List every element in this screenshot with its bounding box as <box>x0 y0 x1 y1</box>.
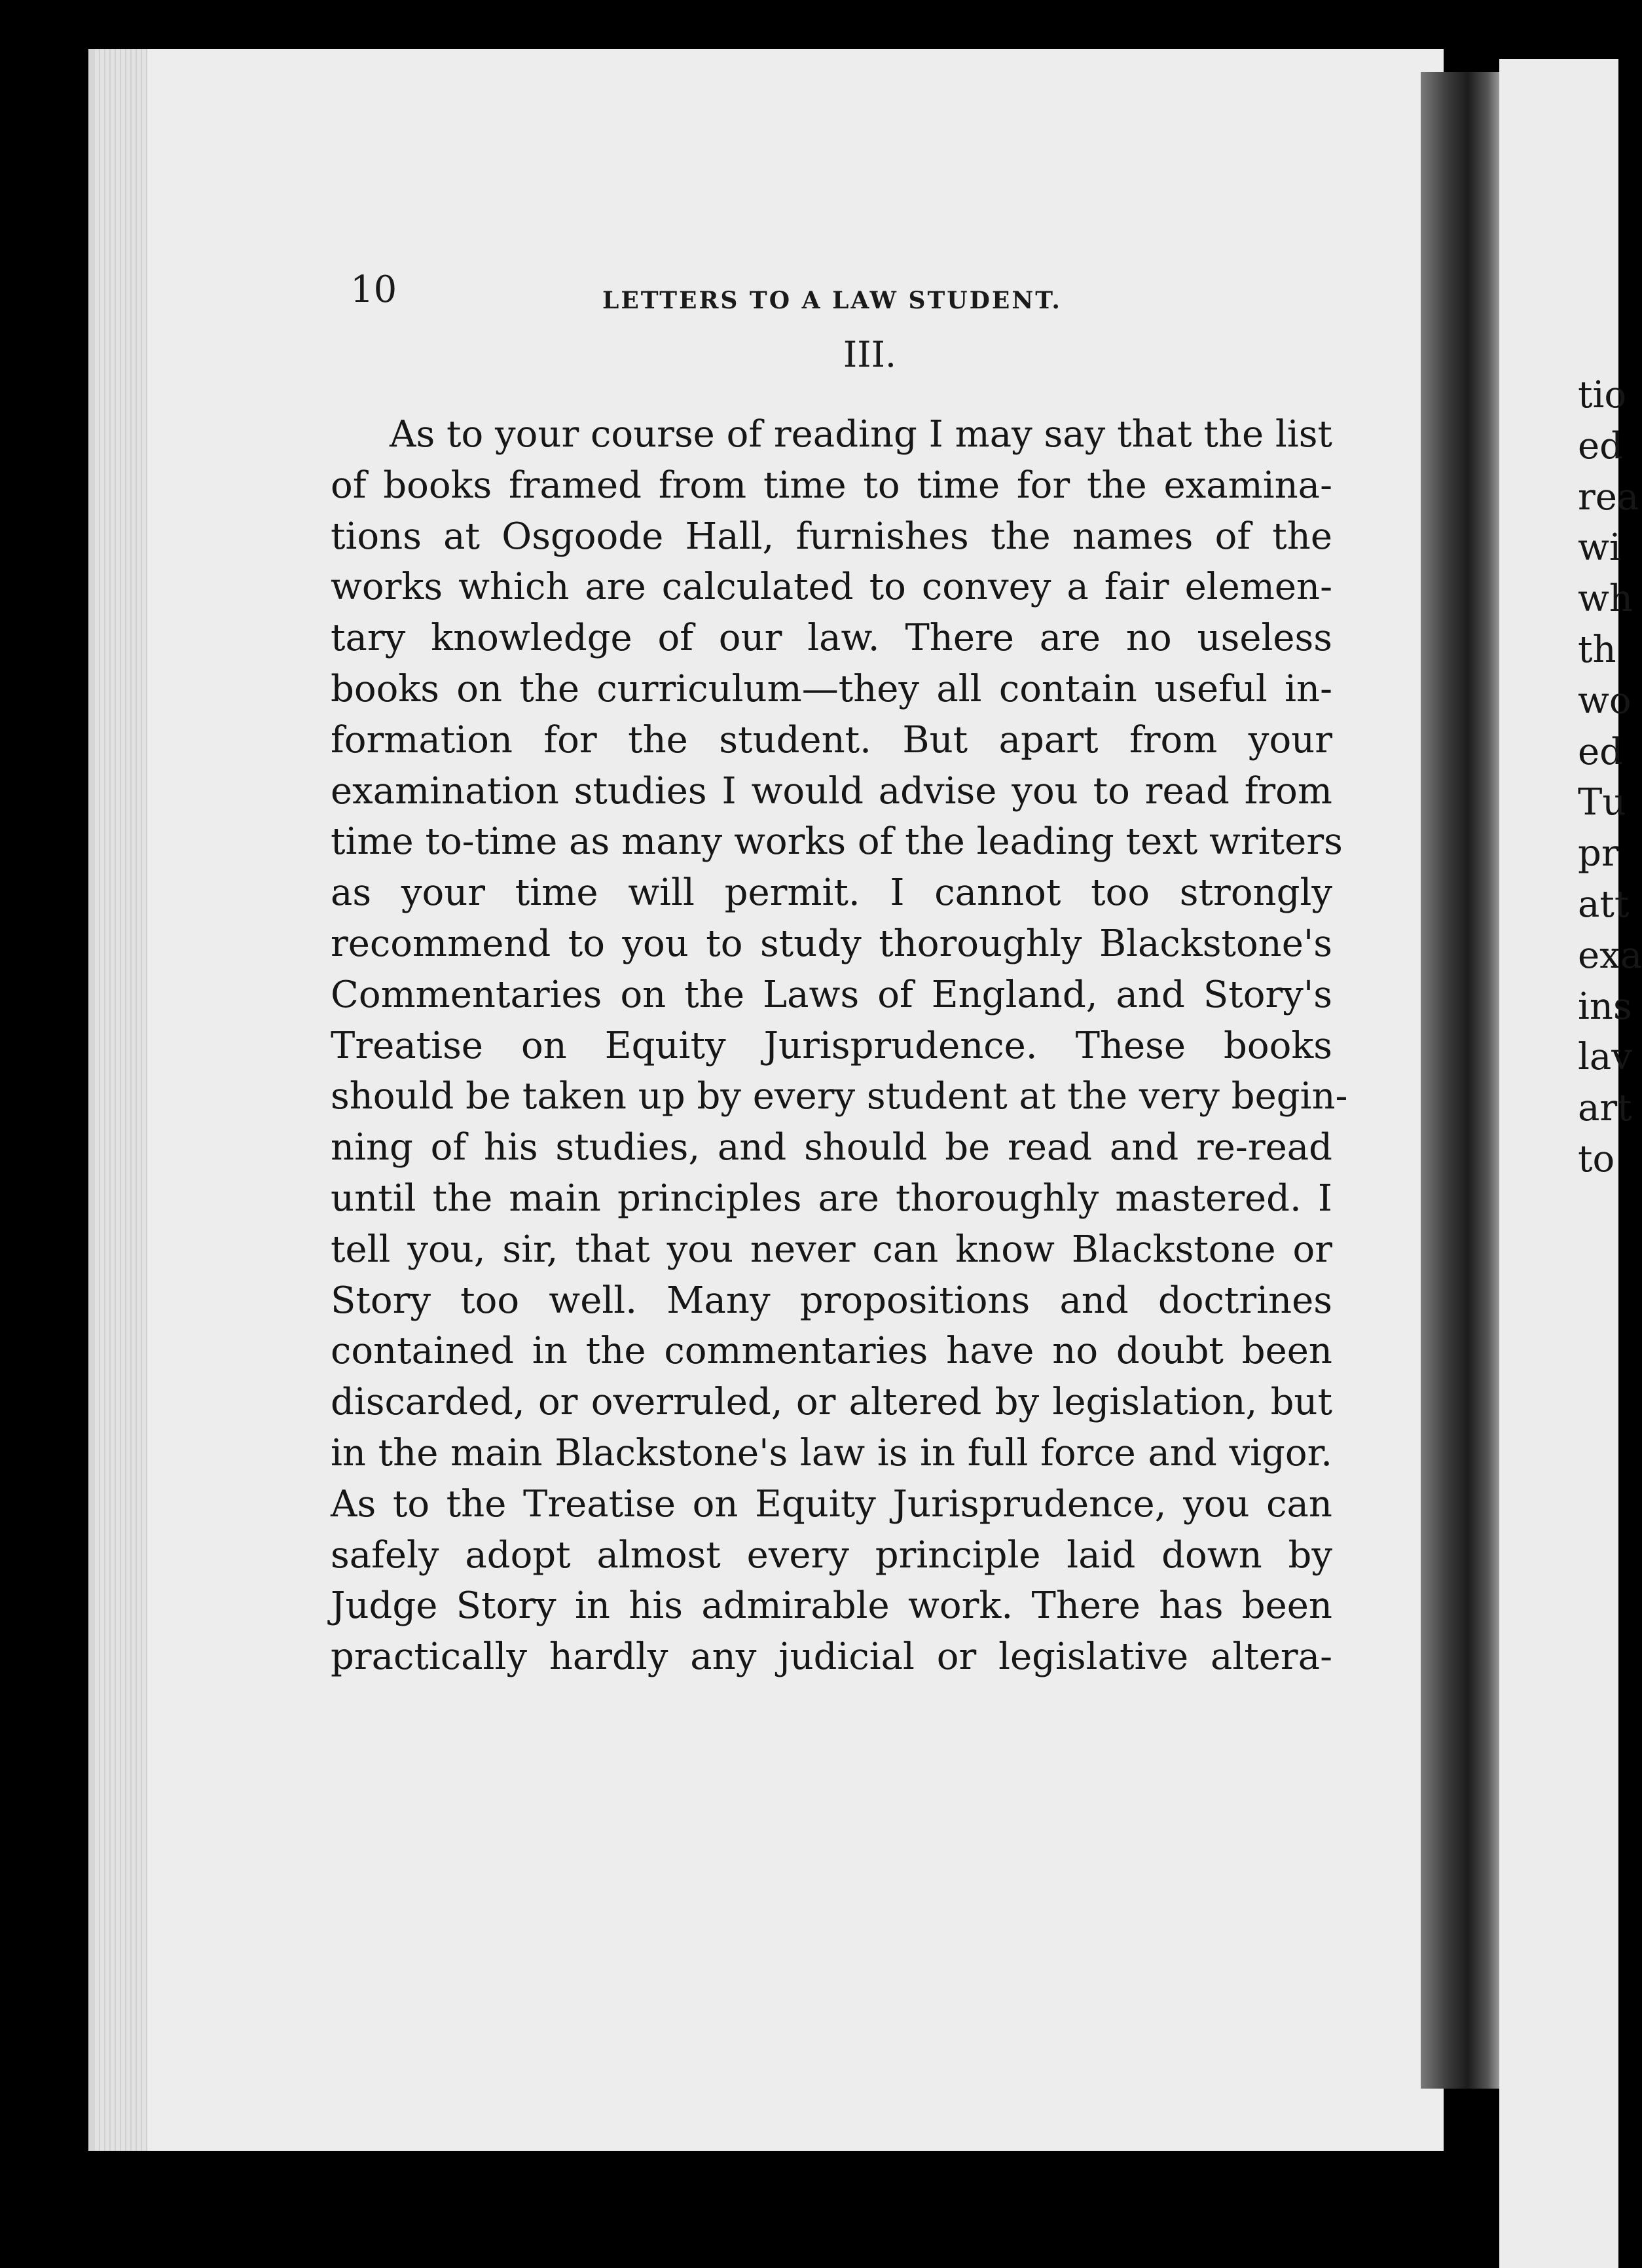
fragment-line: wo <box>1578 679 1632 722</box>
text-line: discarded, or overruled, or altered by legislation, but <box>331 1381 1332 1424</box>
text-line: As to the Treatise on Equity Jurisprudence, you can <box>331 1482 1332 1526</box>
fragment-line: exa <box>1578 934 1642 977</box>
text-line: As to your course of reading I may say that the list <box>390 413 1332 456</box>
text-line: should be taken up by every student at the very begin- <box>331 1075 1348 1118</box>
text-line: tions at Osgoode Hall, furnishes the names of the <box>331 515 1332 558</box>
fragment-line: ed <box>1578 730 1623 773</box>
text-line: books on the curriculum—they all contain useful in- <box>331 667 1332 710</box>
fragment-line: ins <box>1578 985 1632 1028</box>
text-line: practically hardly any judicial or legislative altera- <box>331 1636 1332 1679</box>
body-text <box>331 409 1348 1683</box>
text-line: works which are calculated to convey a fair elemen- <box>331 566 1332 609</box>
text-line: formation for the student. But apart from your <box>331 718 1332 761</box>
fragment-line: pr <box>1578 832 1619 875</box>
fragment-line: wi <box>1578 526 1621 570</box>
text-line: as your time will permit. I cannot too strongly <box>331 871 1332 915</box>
text-line: recommend to you to study thoroughly Blackstone's <box>331 922 1332 965</box>
fragment-line: Tu <box>1578 781 1626 824</box>
text-line: time to-time as many works of the leading text writers <box>331 820 1343 864</box>
text-line: tary knowledge of our law. There are no useless <box>331 617 1332 660</box>
text-line: ning of his studies, and should be read and re-read <box>331 1126 1332 1169</box>
running-head: LETTERS TO A LAW STUDENT. <box>602 287 1062 314</box>
fragment-line: rea <box>1578 475 1639 519</box>
facing-page-fragments <box>1578 370 1642 1185</box>
text-line: contained in the commentaries have no doubt been <box>331 1330 1332 1373</box>
page-number: 10 <box>350 268 397 311</box>
fragment-line: lav <box>1578 1036 1632 1079</box>
text-line: tell you, sir, that you never can know Blackstone or <box>331 1228 1332 1271</box>
page-header <box>350 268 1372 327</box>
text-line: Judge Story in his admirable work. There has been <box>331 1584 1332 1628</box>
chapter-number: III. <box>843 334 897 375</box>
fragment-line: to <box>1578 1137 1615 1180</box>
text-line: Commentaries on the Laws of England, and Story's <box>331 973 1332 1016</box>
text-line: examination studies I would advise you to read from <box>331 769 1332 813</box>
text-line: safely adopt almost every principle laid down by <box>331 1533 1332 1577</box>
fragment-line: tio <box>1578 374 1627 416</box>
fragment-line: wh <box>1578 577 1633 621</box>
fragment-line: art <box>1578 1087 1632 1130</box>
fragment-line: th <box>1578 628 1616 671</box>
text-line: of books framed from time to time for the examina- <box>331 464 1332 507</box>
fragment-line: att <box>1578 883 1630 926</box>
text-line: Treatise on Equity Jurisprudence. These books <box>331 1024 1332 1067</box>
fragment-line: ed <box>1578 424 1623 467</box>
text-line: Story too well. Many propositions and doctrines <box>331 1279 1332 1322</box>
text-line: until the main principles are thoroughly mastered. I <box>331 1177 1332 1220</box>
text-line: in the main Blackstone's law is in full force and vigor. <box>331 1431 1332 1474</box>
